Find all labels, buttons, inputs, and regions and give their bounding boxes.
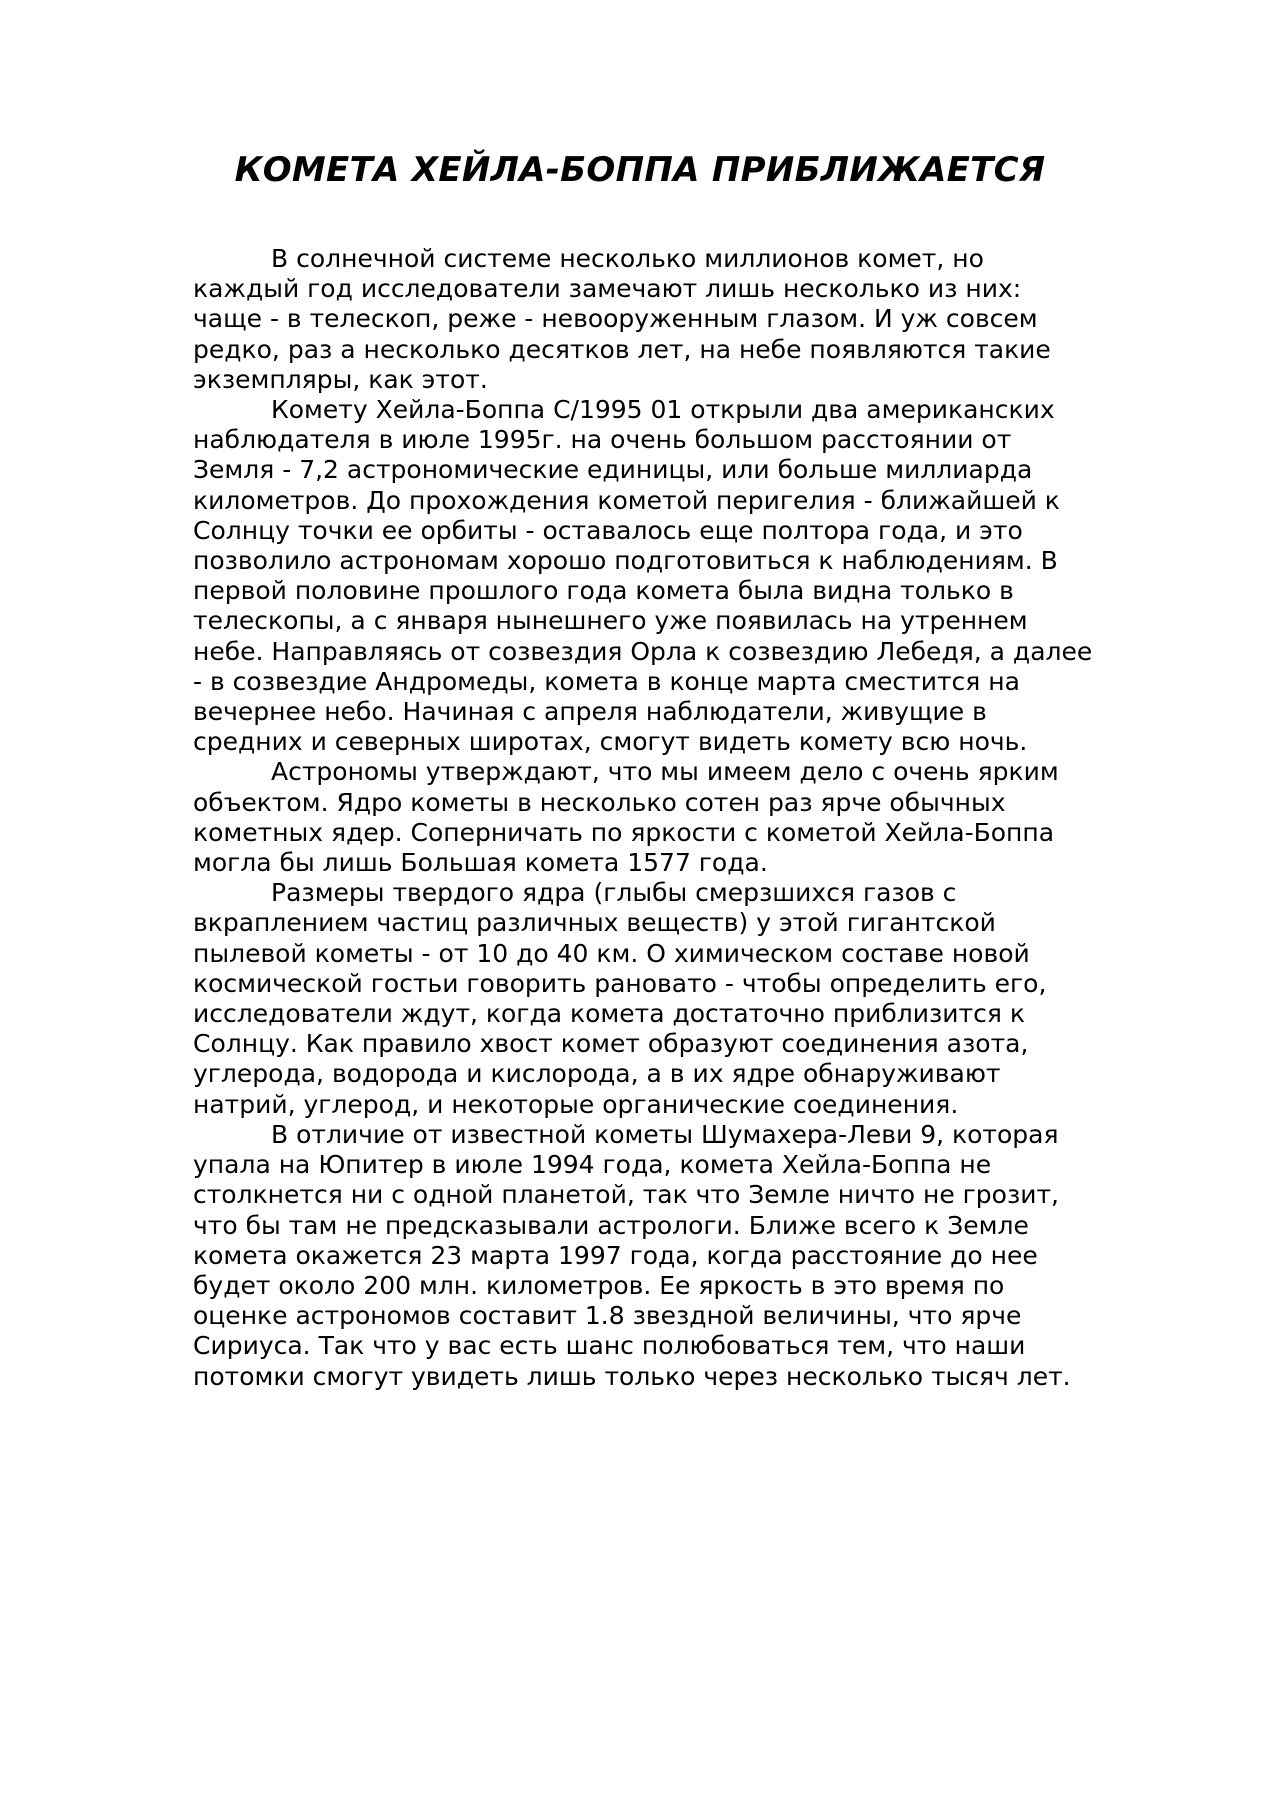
document-title: КОМЕТА ХЕЙЛА-БОППА ПРИБЛИЖАЕТСЯ: [234, 150, 1046, 190]
paragraph-3: Астрономы утверждают, что мы имеем дело с очень ярким объектом. Ядро кометы в несколько сотен раз ярче обычных кометных ядер. Соперничать по яркости с кометой Хейла-Боппа могла бы лишь Большая комета 1577 года.: [193, 757, 1059, 878]
paragraph-1: В солнечной системе несколько миллионов комет, но каждый год исследователи замечают лишь несколько из них: чаще - в телескоп, реже - невооруженным глазом. И уж совсем редко, раз а несколько десятков лет, на небе появляются такие экземпляры, как этот.: [193, 244, 1051, 394]
paragraph-4: Размеры твердого ядра (глыбы смерзшихся газов с вкраплением частиц различных веществ) у этой гигантской пылевой кометы - от 10 до 40 км. О химическом составе новой космической гостьи говорить рановато - чтобы определить его, исследователи ждут, когда комета достаточно приблизится к Солнцу. Как правило хвост комет образуют соединения азота, углерода, водорода и кислорода, а в их ядре обнаруживают натрий, углерод, и некоторые органические соединения.: [193, 878, 1047, 1119]
document-body: [193, 244, 1093, 1392]
paragraph-2: Комету Хейла-Боппа С/1995 01 открыли два американских наблюдателя в июле 1995г. на очень большом расстоянии от Земля - 7,2 астрономические единицы, или больше миллиарда километров. До прохождения кометой перигелия - ближайшей к Солнцу точки ее орбиты - оставалось еще полтора года, и это позволило астрономам хорошо подготовиться к наблюдениям. В первой половине прошлого года комета была видна только в телескопы, а с января нынешнего уже появилась на утреннем небе. Направляясь от созвездия Орла к созвездию Лебедя, а далее - в созвездие Андромеды, комета в конце марта сместится на вечернее небо. Начиная с апреля наблюдатели, живущие в средних и северных широтах, смогут видеть комету всю ночь.: [193, 395, 1093, 757]
paragraph-5: В отличие от известной кометы Шумахера-Леви 9, которая упала на Юпитер в июле 1994 года, комета Хейла-Боппа не столкнется ни с одной планетой, так что Земле ничто не грозит, что бы там не предсказывали астрологи. Ближе всего к Земле комета окажется 23 марта 1997 года, когда расстояние до нее будет около 200 млн. километров. Ее яркость в это время по оценке астрономов составит 1.8 звездной величины, что ярче Сириуса. Так что у вас есть шанс полюбоваться тем, что наши потомки смогут увидеть лишь только через несколько тысяч лет.: [193, 1119, 1071, 1391]
